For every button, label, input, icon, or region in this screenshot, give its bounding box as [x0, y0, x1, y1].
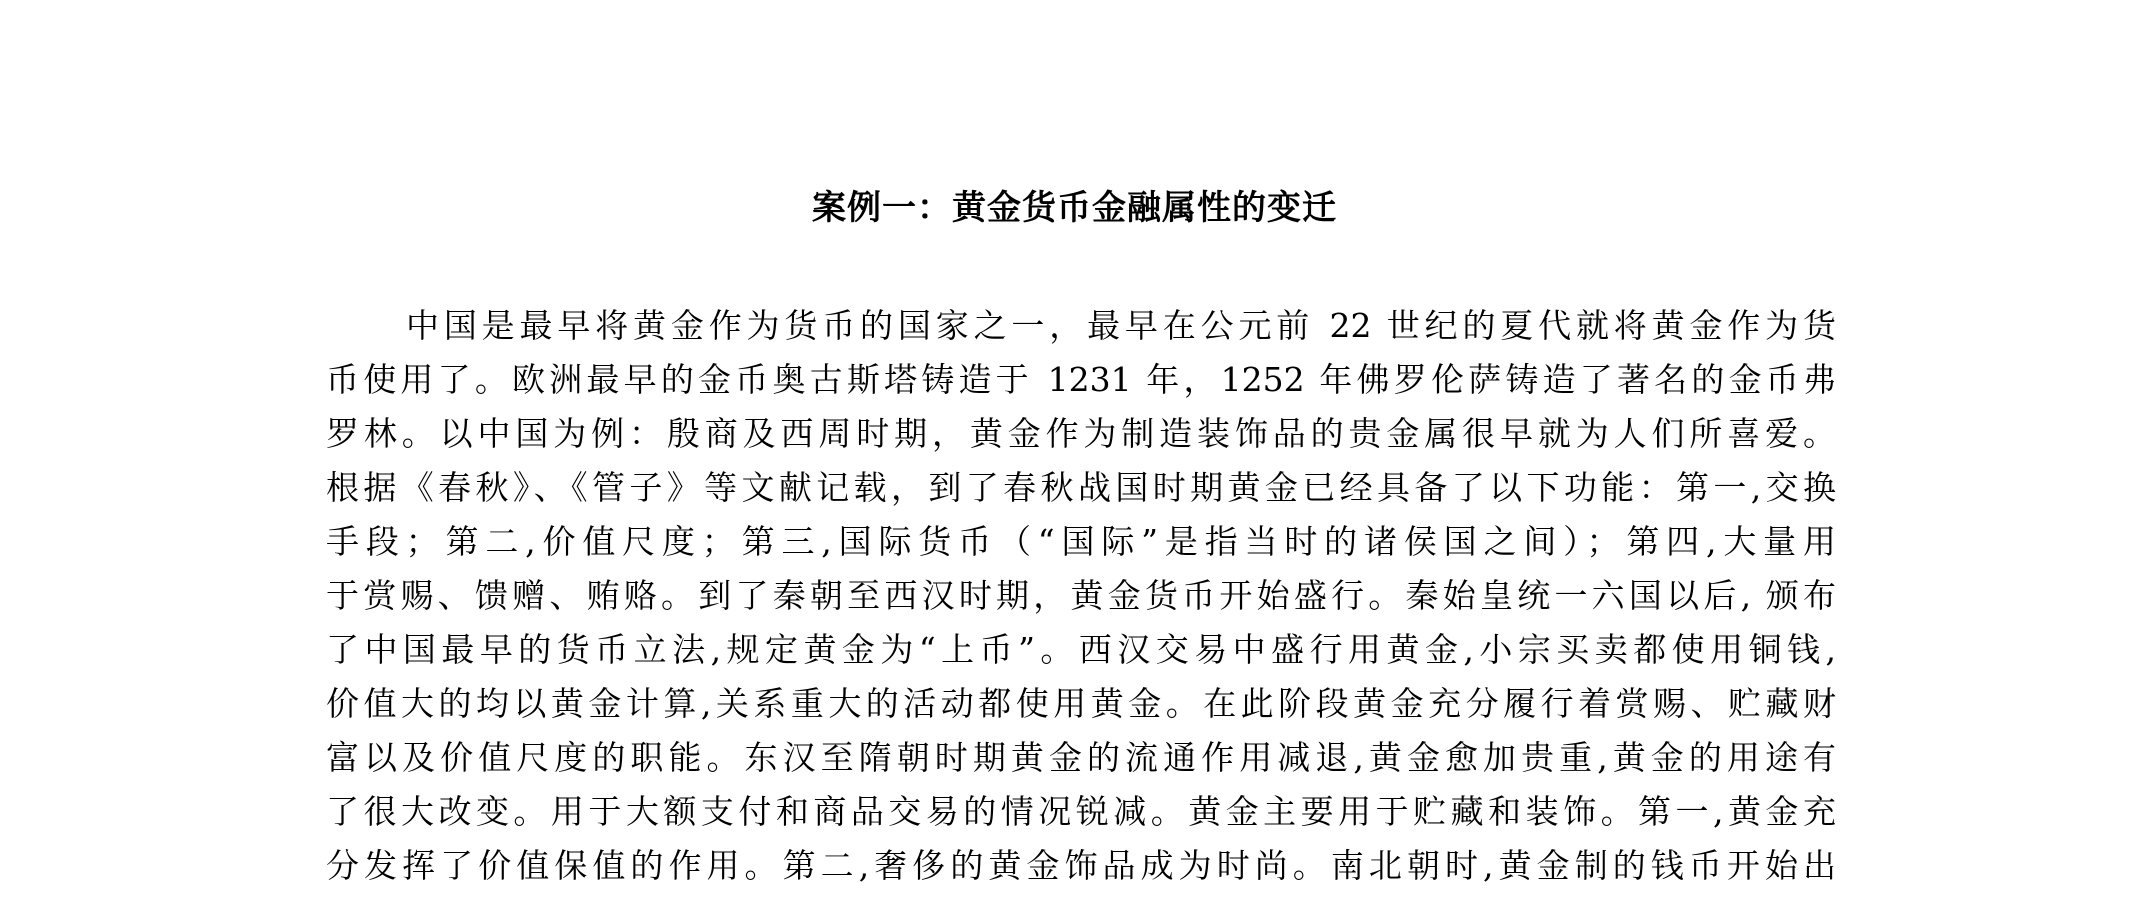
paragraph-line: 了很大改变。用于大额支付和商品交易的情况锐减。黄金主要用于贮藏和装饰。第一,黄金充: [326, 792, 1836, 831]
paragraph-line: 币使用了。欧洲最早的金币奥古斯塔铸造于 1231 年，1252 年佛罗伦萨铸造了著名的金币弗: [326, 360, 1836, 399]
paragraph-line: 于赏赐、馈赠、贿赂。到了秦朝至西汉时期，黄金货币开始盛行。秦始皇统一六国以后, 颁布: [326, 576, 1836, 615]
paragraph-line: 中国是最早将黄金作为货币的国家之一，最早在公元前 22 世纪的夏代就将黄金作为货: [406, 306, 1836, 345]
paragraph-line: 富以及价值尺度的职能。东汉至隋朝时期黄金的流通作用减退,黄金愈加贵重,黄金的用途有: [326, 738, 1836, 777]
paragraph-line: 手段；第二,价值尺度；第三,国际货币（“国际”是指当时的诸侯国之间）；第四,大量用: [326, 522, 1836, 561]
paragraph-line: 分发挥了价值保值的作用。第二,奢侈的黄金饰品成为时尚。南北朝时,黄金制的钱币开始出: [326, 846, 1836, 885]
paragraph-line: 罗林。以中国为例：殷商及西周时期，黄金作为制造装饰品的贵金属很早就为人们所喜爱。: [326, 414, 1836, 453]
paragraph-line: 价值大的均以黄金计算,关系重大的活动都使用黄金。在此阶段黄金充分履行着赏赐、贮藏财: [326, 684, 1836, 723]
paragraph-line: 了中国最早的货币立法,规定黄金为“上币”。西汉交易中盛行用黄金,小宗买卖都使用铜钱,: [326, 630, 1836, 669]
paragraph-line: 根据《春秋》、《管子》等文献记载，到了春秋战国时期黄金已经具备了以下功能：第一,交换: [326, 468, 1836, 507]
document-title: 案例一：黄金货币金融属性的变迁: [812, 188, 1337, 228]
